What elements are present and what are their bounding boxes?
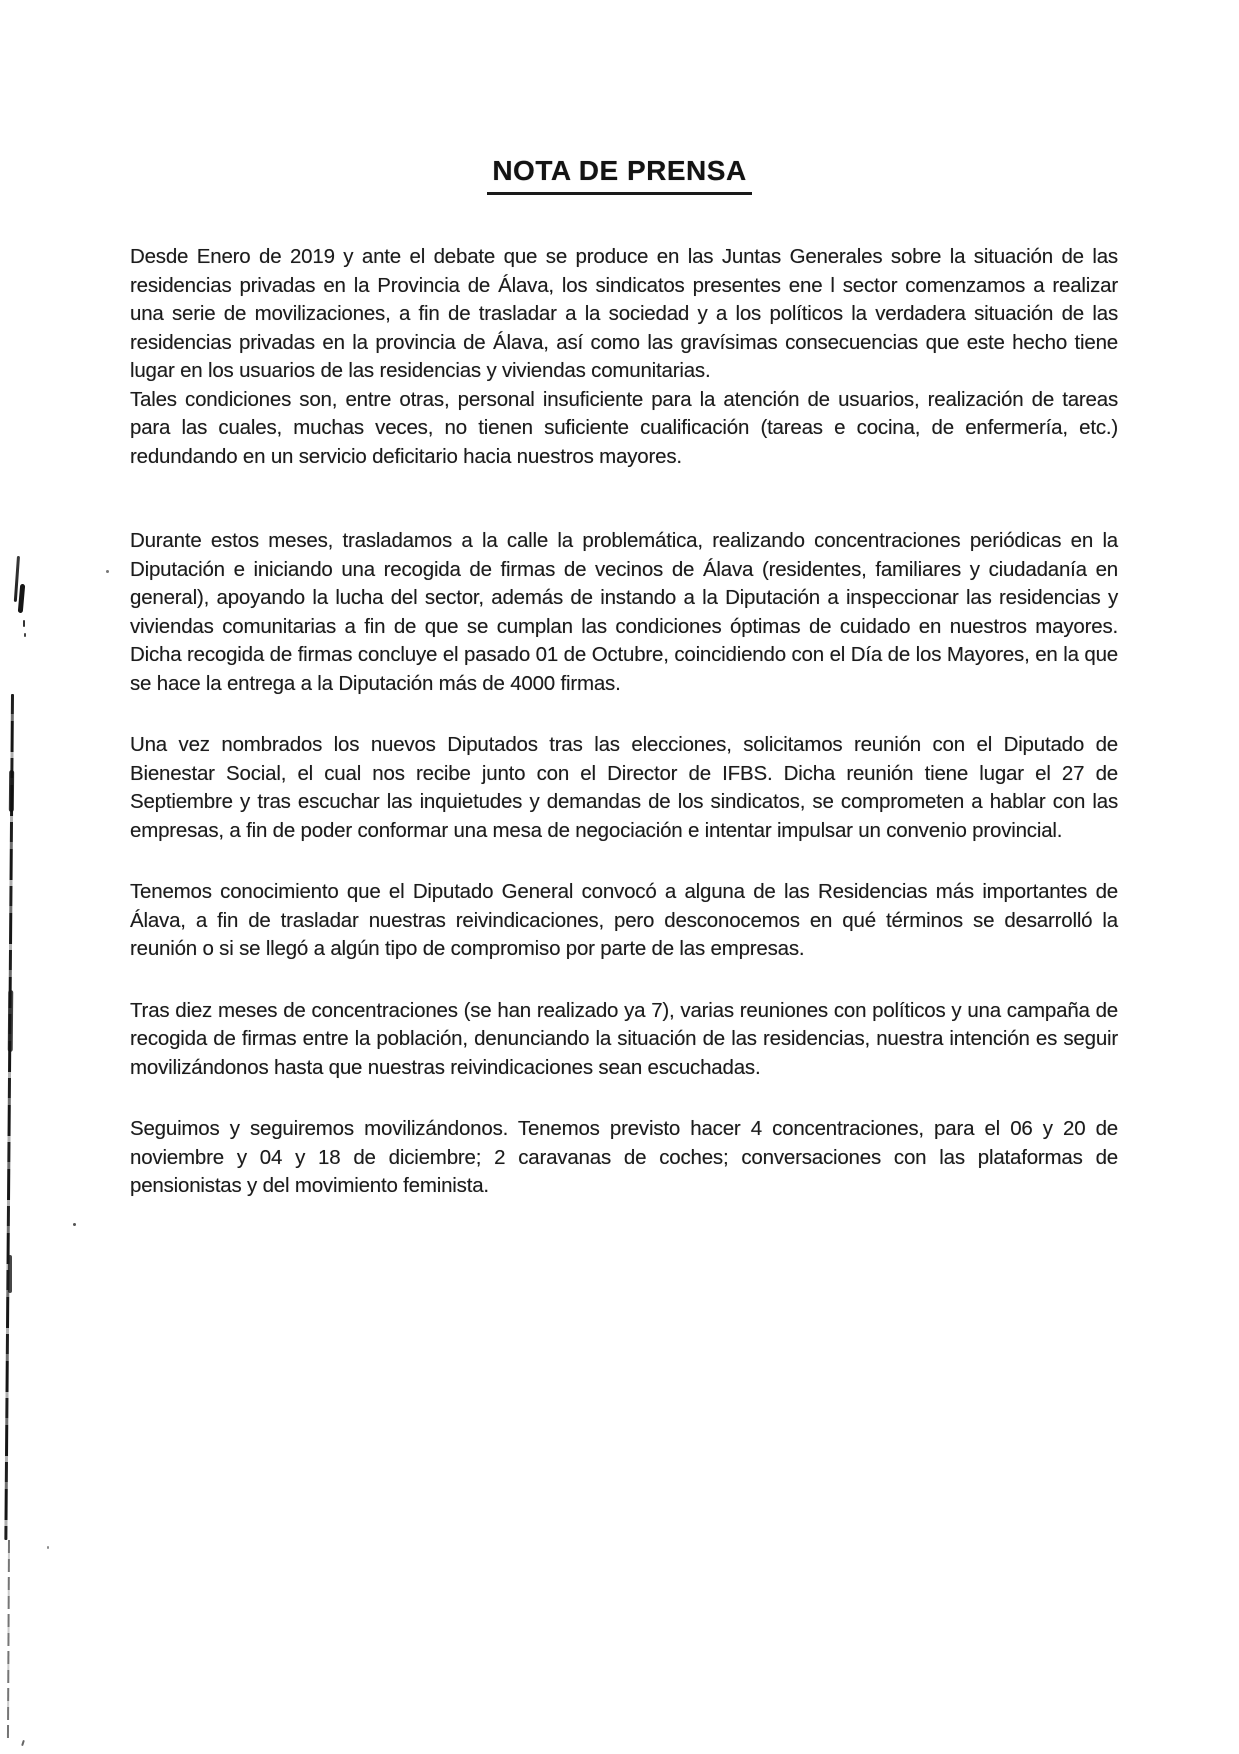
scan-artifact-dot xyxy=(24,633,26,637)
paragraph-mobilizations: Durante estos meses, trasladamos a la calle la problemática, realizando concentraciones periódicas en la Diputación e iniciando una recogida de firmas de vecinos de Álava (residentes, familiares y ciudadanía en general), apoyando la lucha del sector, además de instando a la Diputación a inspeccionar las residencias y viviendas comunitarias a fin de que se cumplan las condiciones óptimas de cuidado en nuestros mayores. Dicha recogida de firmas concluye el pasado 01 de Octubre, coincidiendo con el Día de los Mayores, en la que se hace la entrega a la Diputación más de 4000 firmas. xyxy=(130,529,1118,695)
page-title xyxy=(0,154,1239,195)
scan-artifact-blob xyxy=(9,770,14,812)
scan-artifact-speck xyxy=(47,1546,49,1549)
paragraph-meeting: Una vez nombrados los nuevos Diputados tras las elecciones, solicitamos reunión con el Diputado de Bienestar Social, el cual nos recibe junto con el Director de IFBS. Dicha reunión tiene lugar el 27 de Septiembre y tras escuchar las inquietudes y demandas de los sindicatos, se comprometen a hablar con las empresas, a fin de poder conformar una mesa de negociación e intentar impulsar un convenio provincial. xyxy=(130,733,1118,842)
page-title-text: NOTA DE PRENSA xyxy=(487,154,751,195)
scan-artifact-speck xyxy=(106,570,109,573)
scan-artifact-speck xyxy=(73,1223,76,1226)
scan-artifact-tick xyxy=(21,1740,25,1746)
scan-artifact-edge-line-tail xyxy=(7,1540,10,1738)
scan-artifact-blob xyxy=(8,990,14,1052)
paragraph-upcoming-actions: Seguimos y seguiremos movilizándonos. Tenemos previsto hacer 4 concentraciones, para el 06 y 20 de noviembre y 04 y 18 de diciembre; 2 caravanas de coches; conversaciones con las plataformas de pensionistas y del movimiento feminista. xyxy=(130,1117,1118,1197)
paragraph-intro: Desde Enero de 2019 y ante el debate que se produce en las Juntas Generales sobre la situación de las residencias privadas en la Provincia de Álava, los sindicatos presentes ene l sector comenzamos a realizar una serie de movilizaciones, a fin de trasladar a la sociedad y a los políticos la verdadera situación de las residencias privadas en la provincia de Álava, así como las gravísimas consecuencias que este hecho tiene lugar en los usuarios de las residencias y viviendas comunitarias. xyxy=(130,245,1118,382)
paragraph-ten-months: Tras diez meses de concentraciones (se han realizado ya 7), varias reuniones con políticos y una campaña de recogida de firmas entre la población, denunciando la situación de las residencias, nuestra intención es seguir movilizándonos hasta que nuestras reivindicaciones sean escuchadas. xyxy=(130,998,1118,1079)
scan-artifact-hook-blob xyxy=(18,584,26,613)
scan-artifact-edge-line xyxy=(4,694,14,1540)
paragraph-conditions: Tales condiciones son, entre otras, personal insuficiente para la atención de usuarios, realización de tareas para las cuales, muchas veces, no tienen suficiente cualificación (tareas e cocina, de enfermería, etc.) redundando en un servicio deficitario hacia nuestros mayores. xyxy=(130,387,1118,468)
paragraph-diputado-general: Tenemos conocimiento que el Diputado General convocó a alguna de las Residencias más importantes de Álava, a fin de trasladar nuestras reivindicaciones, pero desconocemos en qué términos se desarrolló la reunión o si se llegó a algún tipo de compromiso por parte de las empresas. xyxy=(130,880,1118,960)
scan-artifact-blob xyxy=(8,1255,12,1293)
document-body xyxy=(130,243,1118,1234)
scan-artifact-dot xyxy=(23,620,25,627)
